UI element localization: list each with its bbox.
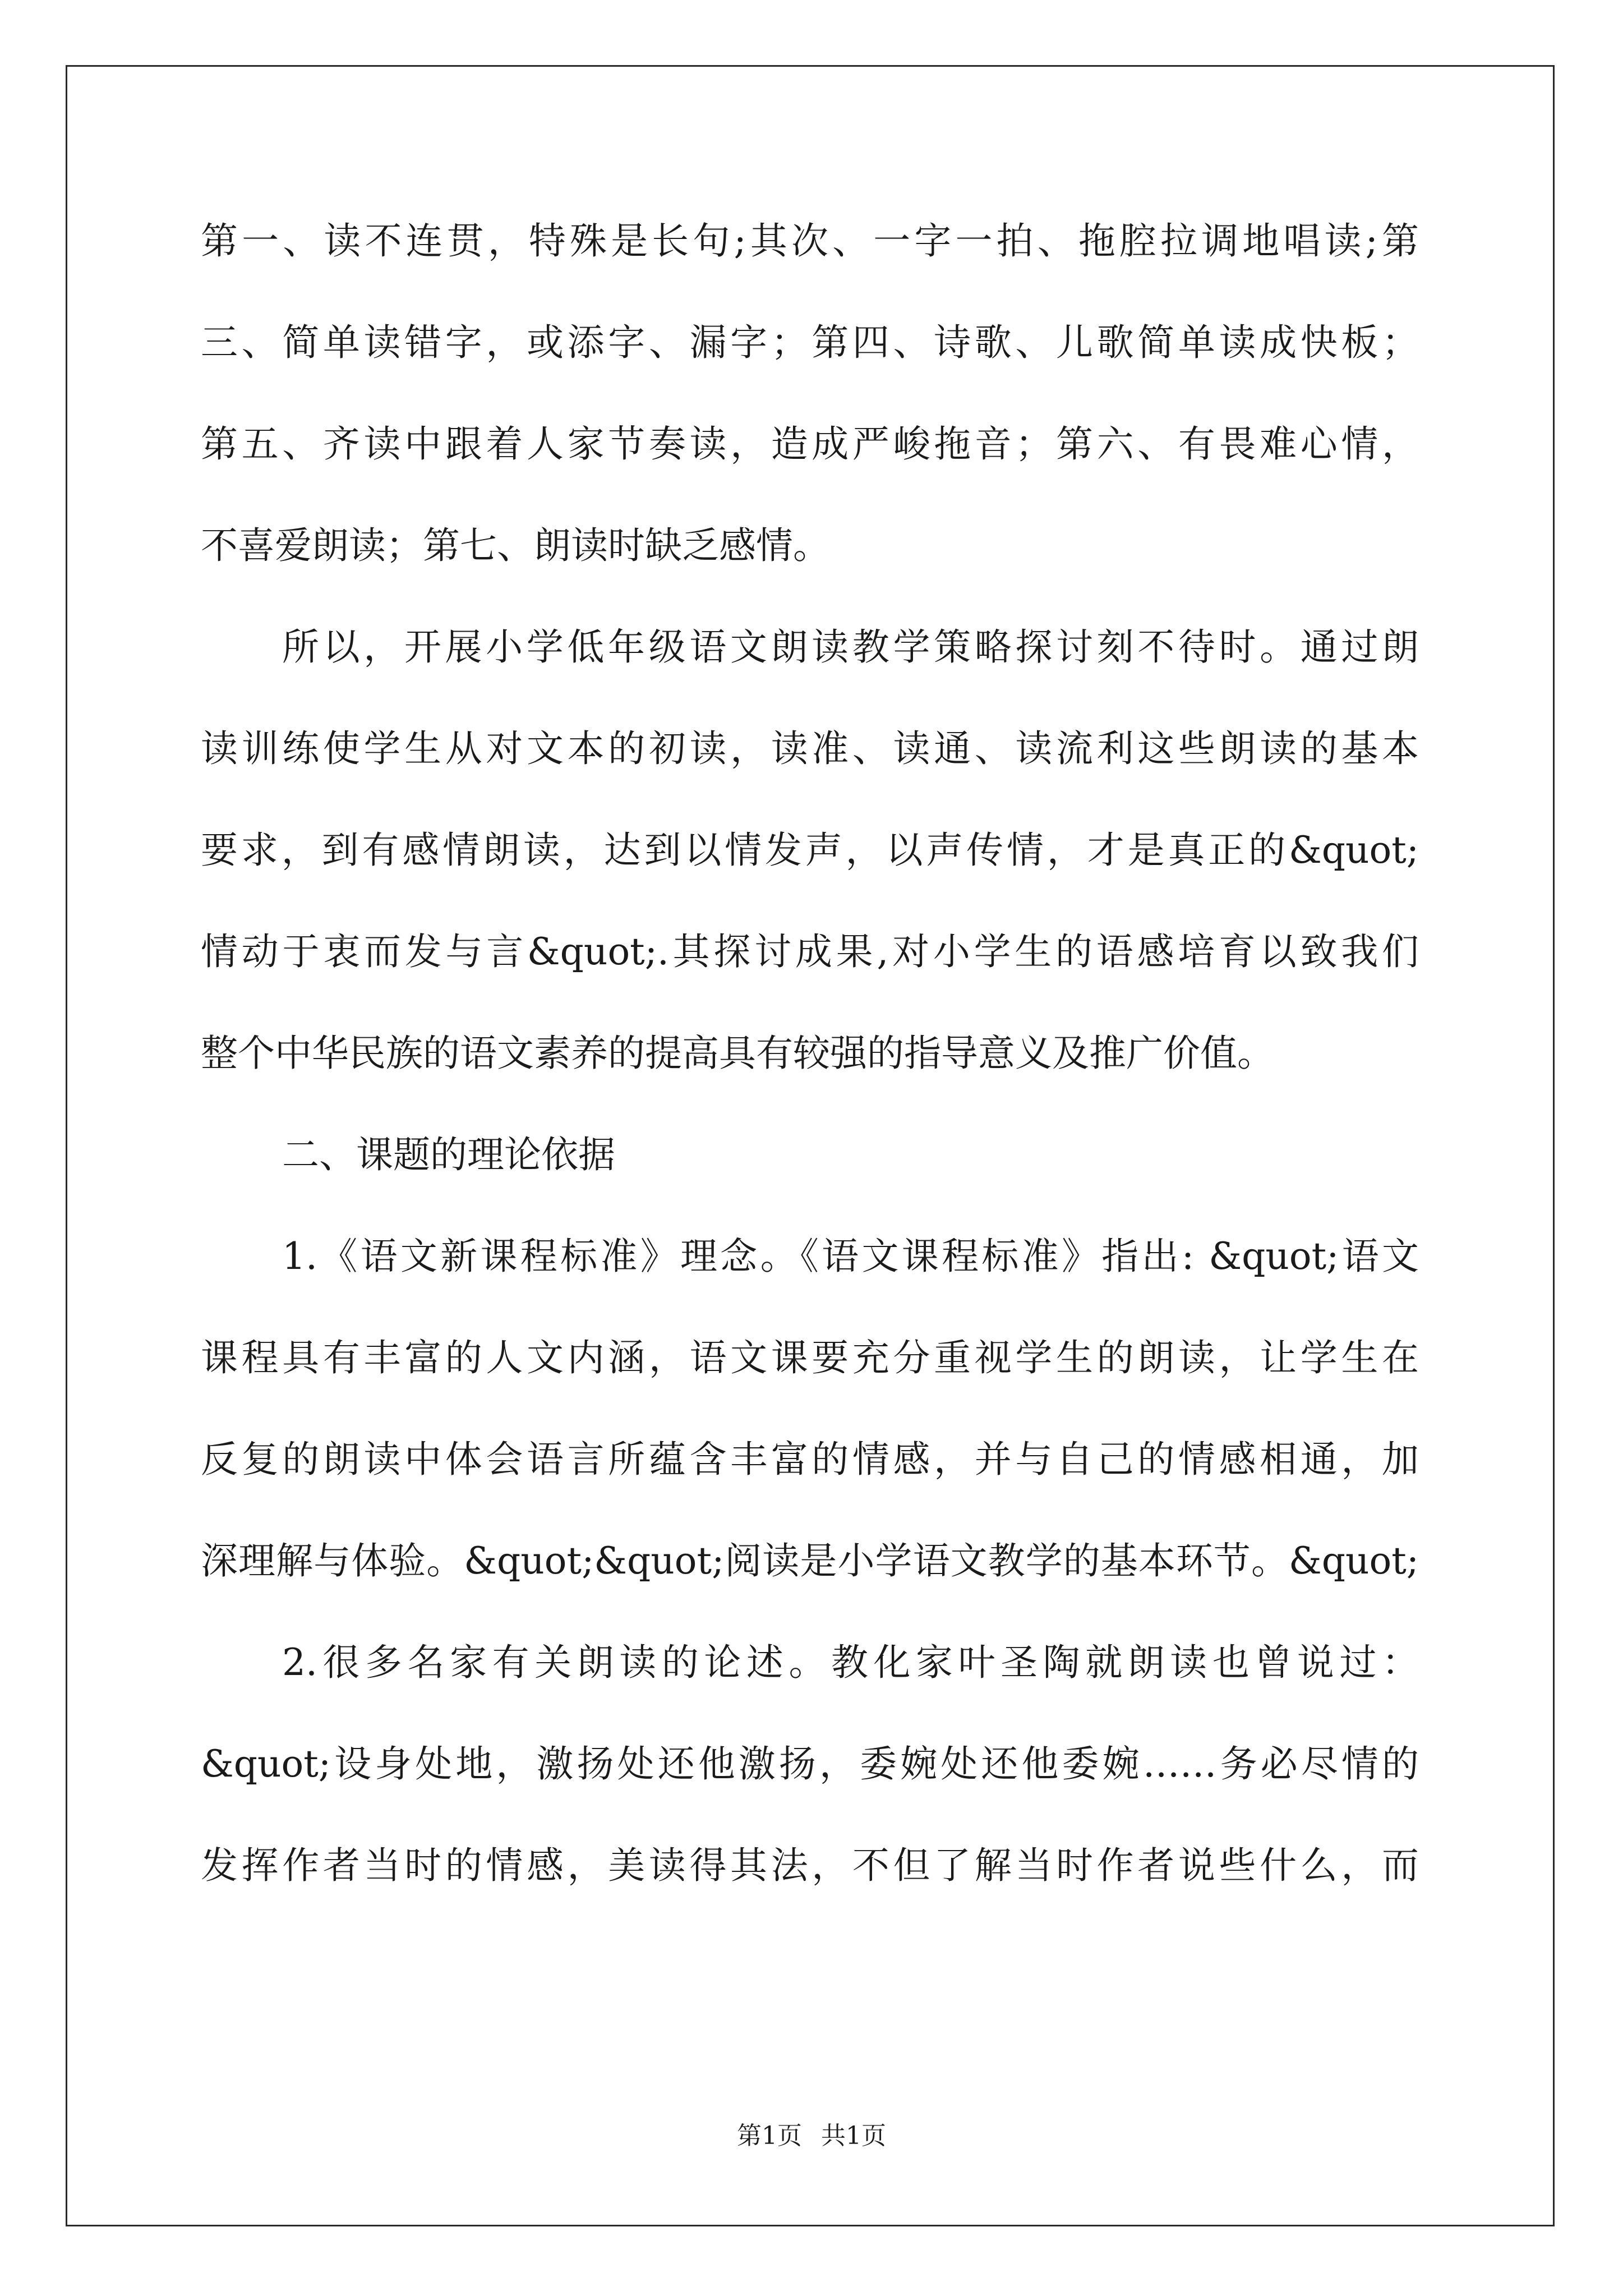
page-total: 共1页 [821, 2122, 886, 2150]
text-line: 反复的朗读中体会语言所蕴含丰富的情感，并与自己的情感相通，加 [201, 1438, 1419, 1481]
text-line: 情动于衷而发与言&quot;.其探讨成果,对小学生的语感培育以致我们 [201, 930, 1419, 973]
paragraph-first-line: 1.《语文新课程标准》理念。《语文课程标准》指出: &quot;语文 [282, 1235, 1419, 1278]
text-line: 要求，到有感情朗读，达到以情发声，以声传情，才是真正的&quot; [201, 829, 1419, 872]
text-line: 三、简单读错字，或添字、漏字；第四、诗歌、儿歌简单读成快板； [201, 321, 1419, 364]
text-line: 深理解与体验。&quot;&quot;阅读是小学语文教学的基本环节。&quot; [201, 1539, 1419, 1582]
text-line: 第五、齐读中跟着人家节奏读，造成严峻拖音；第六、有畏难心情， [201, 422, 1419, 466]
paragraph-first-line: 2.很多名家有关朗读的论述。教化家叶圣陶就朗读也曾说过： [282, 1641, 1419, 1684]
page-number: 第1页 [737, 2122, 802, 2150]
paragraph-first-line: 所以，开展小学低年级语文朗读教学策略探讨刻不待时。通过朗 [282, 625, 1419, 669]
text-line: 整个中华民族的语文素养的提高具有较强的指导意义及推广价值。 [201, 1032, 1274, 1075]
text-line: &quot;设身处地，激扬处还他激扬，委婉处还他委婉……务必尽情的 [201, 1742, 1419, 1786]
text-line: 第一、读不连贯，特殊是长句;其次、一字一拍、拖腔拉调地唱读;第 [201, 219, 1419, 263]
text-line: 发挥作者当时的情感，美读得其法，不但了解当时作者说些什么，而 [201, 1844, 1419, 1887]
section-heading: 二、课题的理论依据 [282, 1133, 615, 1176]
text-line: 读训练使学生从对文本的初读，读准、读通、读流利这些朗读的基本 [201, 727, 1419, 770]
text-line: 不喜爱朗读；第七、朗读时缺乏感情。 [201, 524, 830, 567]
text-line: 课程具有丰富的人文内涵，语文课要充分重视学生的朗读，让学生在 [201, 1336, 1419, 1379]
page-footer [0, 2119, 1623, 2153]
